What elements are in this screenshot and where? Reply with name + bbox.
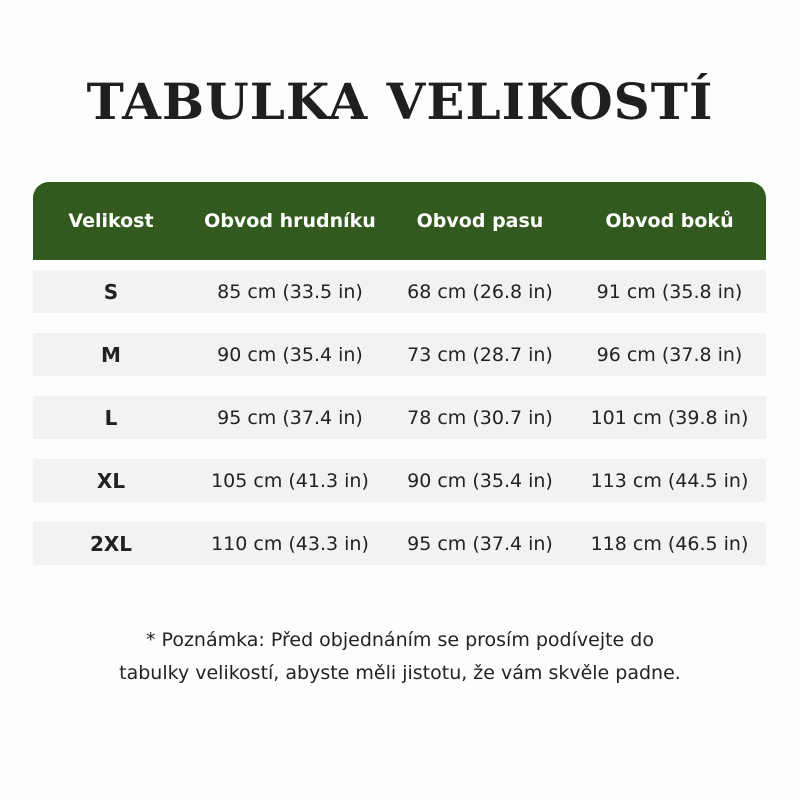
hips-cell: 96 cm (37.8 in) — [596, 343, 743, 366]
chest-cell: 90 cm (35.4 in) — [217, 343, 363, 366]
waist-cell: 95 cm (37.4 in) — [407, 532, 553, 555]
size-cell: L — [104, 405, 118, 430]
size-cell: S — [103, 279, 119, 304]
header-hips: Obvod boků — [605, 210, 734, 232]
table-row — [33, 459, 766, 502]
size-cell: XL — [96, 468, 126, 493]
table-row — [33, 333, 766, 376]
waist-cell: 78 cm (30.7 in) — [407, 406, 553, 429]
table-header — [33, 182, 766, 260]
table-row — [33, 396, 766, 439]
size-note — [0, 624, 800, 690]
chest-cell: 110 cm (43.3 in) — [211, 532, 369, 555]
note-line-2: tabulky velikostí, abyste měli jistotu, že vám skvěle padne. — [119, 662, 681, 684]
size-cell: 2XL — [89, 531, 133, 556]
note-line-1: * Poznámka: Před objednáním se prosím podívejte do — [146, 629, 654, 651]
hips-cell: 91 cm (35.8 in) — [596, 280, 743, 303]
header-size: Velikost — [68, 210, 154, 232]
chest-cell: 95 cm (37.4 in) — [217, 406, 363, 429]
table-row — [33, 270, 766, 313]
page-title: TABULKA VELIKOSTÍ — [86, 72, 714, 131]
table-row — [33, 522, 766, 565]
waist-cell: 73 cm (28.7 in) — [407, 343, 553, 366]
size-table — [33, 182, 766, 565]
chest-cell: 105 cm (41.3 in) — [211, 469, 369, 492]
size-cell: M — [101, 342, 121, 367]
waist-cell: 90 cm (35.4 in) — [407, 469, 553, 492]
hips-cell: 118 cm (46.5 in) — [590, 532, 749, 555]
hips-cell: 101 cm (39.8 in) — [590, 406, 749, 429]
chest-cell: 85 cm (33.5 in) — [217, 280, 363, 303]
waist-cell: 68 cm (26.8 in) — [407, 280, 553, 303]
hips-cell: 113 cm (44.5 in) — [590, 469, 749, 492]
header-waist: Obvod pasu — [416, 210, 544, 232]
header-chest: Obvod hrudníku — [204, 210, 376, 232]
